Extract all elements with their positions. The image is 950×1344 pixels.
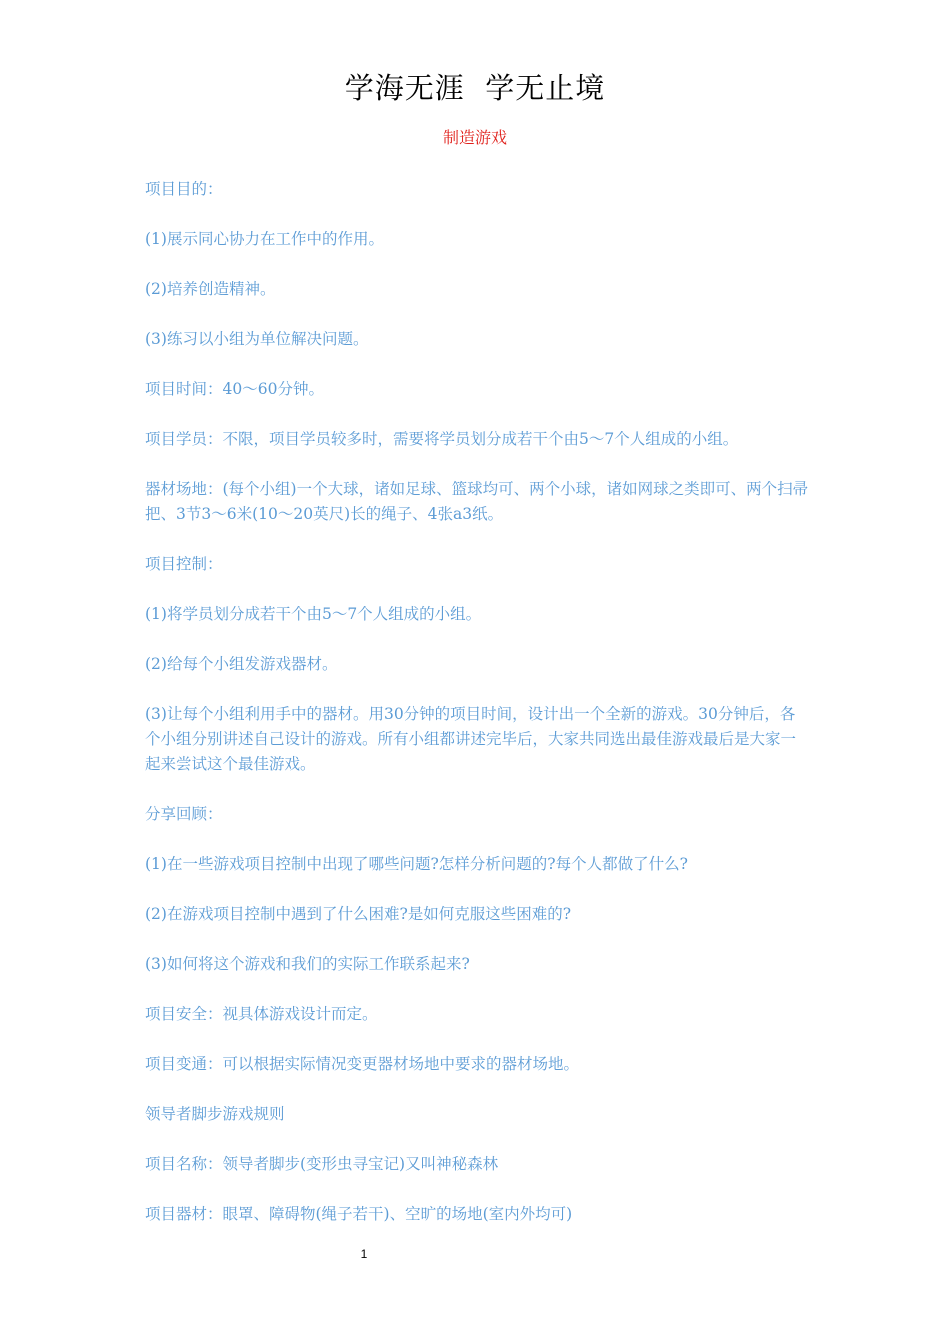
section-title: 制造游戏 [442, 128, 507, 147]
paragraph: (3)练习以小组为单位解决问题。 [145, 330, 369, 348]
page-title: 学海无涯 学无止境 [344, 71, 606, 105]
paragraph: (2)给每个小组发游戏器材。 [145, 655, 338, 673]
document-body [145, 177, 810, 1252]
paragraph: 项目学员：不限，项目学员较多时，需要将学员划分成若干个由5～7个人组成的小组。 [145, 430, 739, 448]
paragraph: (3)让每个小组利用手中的器材。用30分钟的项目时间，设计出一个全新的游戏。30分钟后，各个小组分别讲述自己设计的游戏。所有小组都讲述完毕后，大家共同选出最佳游戏最后是大家一起来尝试这个最佳游戏。 [145, 705, 797, 773]
paragraph: (3)如何将这个游戏和我们的实际工作联系起来? [145, 955, 470, 973]
paragraph: 项目目的： [145, 180, 223, 198]
paragraph: (1)在一些游戏项目控制中出现了哪些问题?怎样分析问题的?每个人都做了什么? [145, 855, 688, 873]
paragraph: 项目安全：视具体游戏设计而定。 [145, 1005, 378, 1023]
paragraph: (2)在游戏项目控制中遇到了什么困难?是如何克服这些困难的? [145, 905, 572, 923]
paragraph: (1)将学员划分成若干个由5～7个人组成的小组。 [145, 605, 482, 623]
paragraph: 项目变通：可以根据实际情况变更器材场地中要求的器材场地。 [145, 1055, 580, 1073]
paragraph: (2)培养创造精神。 [145, 280, 276, 298]
paragraph: 项目名称：领导者脚步(变形虫寻宝记)又叫神秘森林 [145, 1155, 499, 1173]
paragraph: 分享回顾： [145, 805, 223, 823]
paragraph: 器材场地：(每个小组)一个大球，诸如足球、篮球均可、两个小球，诸如网球之类即可、两个扫帚把、3节3～6米(10～20英尺)长的绳子、4张a3纸。 [145, 480, 809, 523]
paragraph: 项目器材：眼罩、障碍物(绳子若干)、空旷的场地(室内外均可) [145, 1205, 573, 1223]
page-number: 1 [360, 1247, 368, 1261]
paragraph: 项目时间：40～60分钟。 [145, 380, 324, 398]
paragraph: (1)展示同心协力在工作中的作用。 [145, 230, 384, 248]
paragraph: 项目控制： [145, 555, 223, 573]
paragraph: 领导者脚步游戏规则 [145, 1105, 285, 1123]
